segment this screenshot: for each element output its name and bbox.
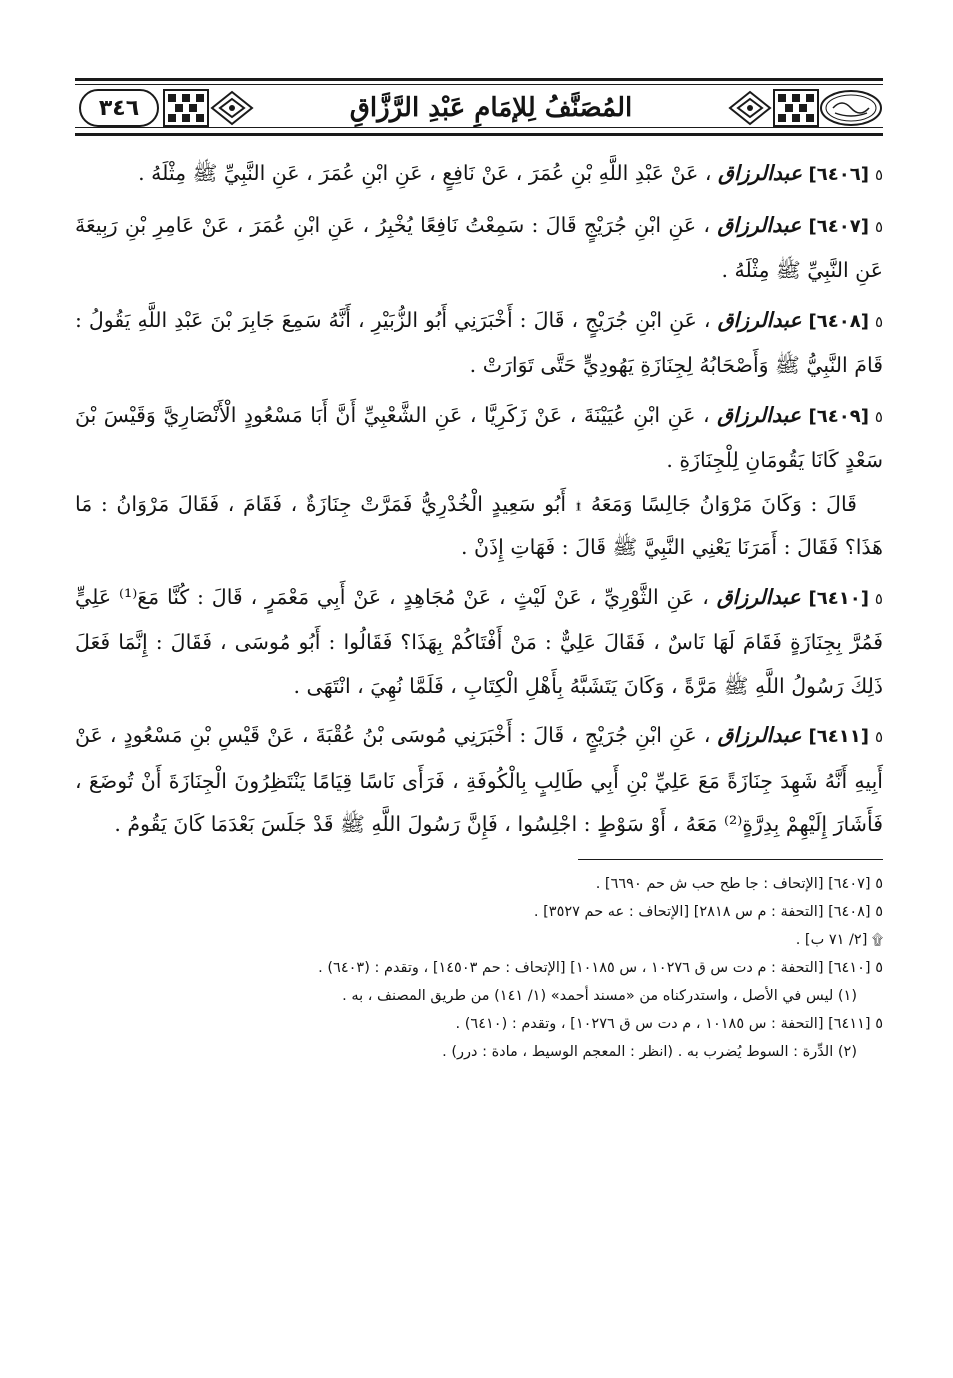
hadith-text: ، عَنِ ابْنِ جُرَيْجٍ قَالَ : سَمِعْتُ نَافِعًا يُخْبِرُ ، عَنِ ابْنِ عُمَرَ ، عَنْ عَامِرِ بْنِ رَبِيعَةَ عَنِ النَّبِيِّ ﷺ مِثْلَهُ . bbox=[75, 212, 883, 282]
page-number-badge bbox=[79, 89, 159, 127]
hadith-text: ، عَنِ ابْنِ جُرَيْجٍ ، قَالَ : أَخْبَرَنِي أَبُو الزُّبَيْرِ ، أَنَّهُ سَمِعَ جَابِرَ بْنَ عَبْدِ اللَّهِ يَقُولُ : قَامَ النَّبِيُّ ﷺ وَأَصْحَابُهُ لِجِنَازَةِ يَهُودِيٍّ حَتَّى تَوَارَتْ . bbox=[75, 307, 883, 377]
hadith-mark: ٥ bbox=[874, 166, 883, 184]
hadith-number: [٦٤١٠] bbox=[808, 587, 869, 609]
hadith-entry bbox=[75, 299, 883, 388]
hadith-text: ، عَنْ عَبْدِ اللَّهِ بْنِ عُمَرَ ، عَنْ نَافِعٍ ، عَنِ ابْنِ عُمَرَ ، عَنِ النَّبِيِّ ﷺ مِثْلَهُ . bbox=[138, 161, 712, 185]
hadith-author: عبدالرزاق bbox=[717, 723, 802, 747]
hadith-mark: ٥ bbox=[874, 589, 883, 608]
book-title: المُصَنَّفُ لِلإمَامِ عَبْدِ الرَّزَّاقِ bbox=[349, 93, 633, 123]
hadith-author: عبدالرزاق bbox=[717, 402, 801, 427]
hadith-entry bbox=[75, 152, 883, 198]
hadith-number: [٦٤٠٧] bbox=[808, 215, 869, 237]
footnote: ٥ [٦٤١٠] [التحفة : م دت س ق ١٠٢٧٦ ، س ١٠١٨٥] [الإتحاف : حم ١٤٥٠٣] ، وتقدم : (٦٤٠٣) . bbox=[318, 959, 883, 976]
footnote-separator bbox=[578, 859, 883, 860]
hadith-number: [٦٤٠٩] bbox=[808, 405, 869, 427]
main-text bbox=[75, 152, 883, 847]
hadith-mark: ٥ bbox=[874, 312, 883, 331]
hadith-number: [٦٤١١] bbox=[808, 726, 869, 747]
hadith-continuation: قَالَ : وَكَانَ مَرْوَانُ جَالِسًا وَمَعَهُ ۩ أَبُو سَعِيدٍ الْخُدْرِيُّ فَمَرَّتْ جِنَازَةٌ ، فَقَامَ ، فَقَالَ مَرْوَانُ : مَا هَذَا؟ فَقَالَ : أَمَرَنَا يَعْنِي النَّبِيَّ ﷺ قَالَ : فَهَاتِ إِذَنْ . bbox=[75, 491, 883, 559]
book-page bbox=[75, 78, 883, 1348]
hadith-entry bbox=[75, 576, 883, 709]
footnote: ٥ [٦٤٠٧] [الإتحاف : جا طح حب ش حم ٦٦٩٠] . bbox=[595, 875, 883, 892]
hadith-number: [٦٤٠٦] bbox=[808, 164, 869, 185]
hadith-text: ، عَنِ الثَّوْرِيِّ ، عَنْ لَيْثٍ ، عَنْ مُجَاهِدٍ ، عَنْ أَبِي مَعْمَرٍ ، قَالَ : كُنَّا مَعَ⁽¹⁾ عَلِيٍّ فَمُرَّ بِجِنَازَةٍ فَقَامَ لَهَا نَاسٌ ، فَقَالَ عَلِيٌّ : مَنْ أَفْتَاكُمْ بِهَذَا؟ فَقَالُوا : أَبُو مُوسَى ، فَقَالَ : إِنَّمَا فَعَلَ ذَلِكَ رَسُولُ اللَّهِ ﷺ مَرَّةً ، وَكَانَ يَتَشَبَّهُ بِأَهْلِ الْكِتَابِ ، فَلَمَّا نُهِيَ ، انْتَهَى . bbox=[75, 584, 883, 698]
ornament-right-inner-icon bbox=[727, 89, 773, 127]
hadith-mark: ٥ bbox=[874, 728, 883, 746]
header-bottom-rule bbox=[75, 133, 883, 136]
ornament-right-icon bbox=[773, 89, 819, 127]
footnote: ۩ [٢/ ٧١ ب] . bbox=[795, 931, 883, 948]
hadith-mark: ٥ bbox=[874, 407, 883, 426]
footnote: (١) ليس في الأصل ، واستدركناه من «مسند أحمد» (١/ ١٤١) من طريق المصنف ، به . bbox=[342, 987, 857, 1004]
hadith-text: ، عَنِ ابْنِ جُرَيْجٍ ، قَالَ : أَخْبَرَنِي مُوسَى بْنُ عُقْبَةَ ، عَنْ قَيْسِ بْنِ مَسْعُودٍ ، عَنْ أَبِيهِ أَنَّهُ شَهِدَ جِنَازَةً مَعَ عَلِيِّ بْنِ أَبِي طَالِبٍ بِالْكُوفَةِ ، فَرَأَى نَاسًا قِيَامًا يَنْتَظِرُونَ الْجِنَازَةَ أَنْ تُوضَعَ ، فَأَشَارَ إِلَيْهِمْ بِدِرَّةٍ⁽²⁾ مَعَهُ ، أَوْ سَوْطٍ : اجْلِسُوا ، فَإِنَّ رَسُولَ اللَّهِ ﷺ قَدْ جَلَسَ بَعْدَمَا كَانَ يَقُومُ . bbox=[75, 723, 883, 836]
book-emblem-icon bbox=[819, 89, 883, 127]
hadith-author: عبدالرزاق bbox=[718, 161, 802, 185]
hadith-mark: ٥ bbox=[874, 217, 883, 236]
hadith-entry bbox=[75, 394, 883, 570]
page-header bbox=[75, 78, 883, 136]
hadith-text: ، عَنِ ابْنِ عُيَيْنَةَ ، عَنْ زَكَرِيَّا ، عَنِ الشَّعْبِيِّ أَنَّ أَبَا مَسْعُودٍ الْأَنْصَارِيَّ وَقَيْسَ بْنَ سَعْدٍ كَانَا يَقُومَانِ لِلْجِنَازَةِ . bbox=[75, 402, 883, 472]
footnote: ٥ [٦٤١١] [التحفة : س ١٠١٨٥ ، م دت س ق ١٠٢٧٦] ، وتقدم : (٦٤١٠) . bbox=[455, 1015, 883, 1032]
hadith-author: عبدالرزاق bbox=[717, 307, 802, 332]
ornament-left-icon bbox=[163, 89, 209, 127]
hadith-number: [٦٤٠٨] bbox=[808, 310, 869, 332]
hadith-author: عبدالرزاق bbox=[716, 584, 801, 609]
hadith-entry bbox=[75, 204, 883, 293]
footnote: ٥ [٦٤٠٨] [التحفة : م س ٢٨١٨] [الإتحاف : عه حم ٣٥٢٧] . bbox=[533, 903, 883, 920]
page-number: ٣٤٦ bbox=[98, 95, 140, 121]
header-top-rule bbox=[75, 78, 883, 81]
footnotes bbox=[75, 870, 883, 1066]
hadith-entry bbox=[75, 714, 883, 847]
footnote: (٢) الدِّرة : السوط يُضرب به . (انظر : المعجم الوسيط ، مادة : درر) . bbox=[442, 1043, 857, 1060]
hadith-author: عبدالرزاق bbox=[717, 212, 802, 237]
ornament-left-inner-icon bbox=[209, 89, 255, 127]
